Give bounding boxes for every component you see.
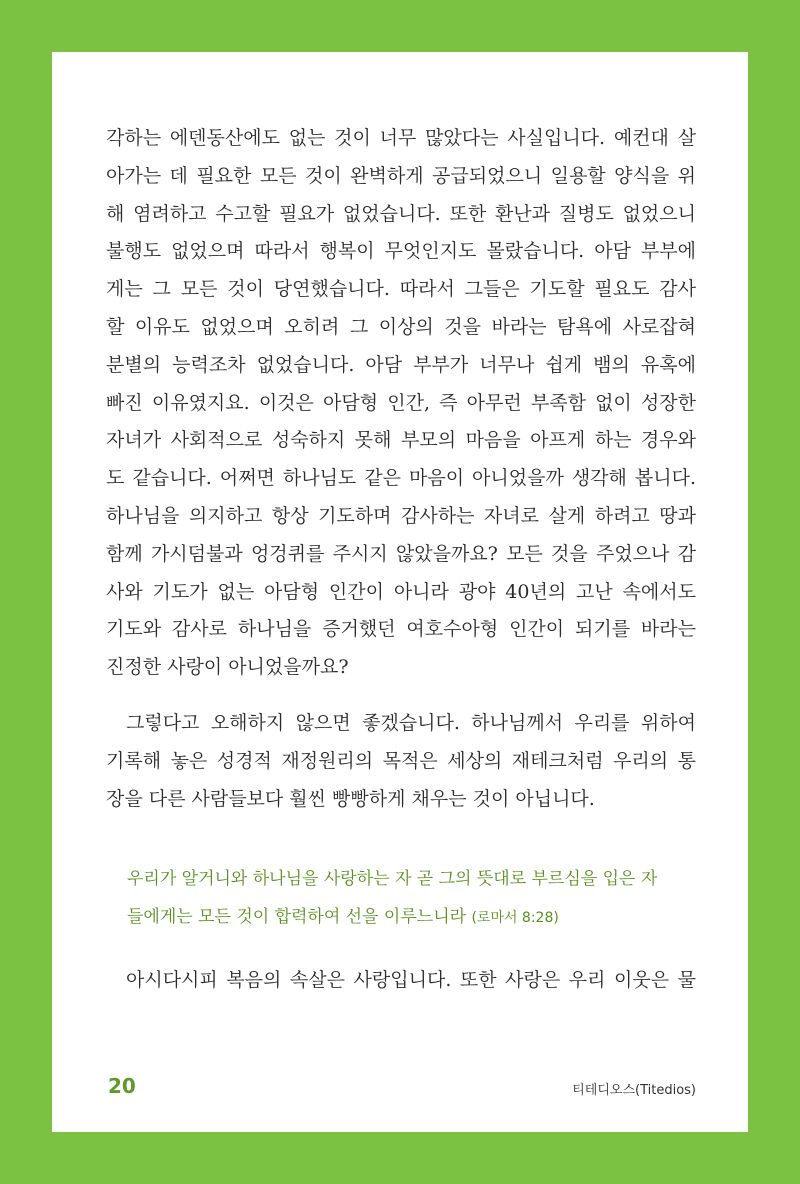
quote-line-text: 들에게는 모든 것이 합력하여 선을 이루느니라 — [127, 907, 467, 927]
paragraph-2 — [106, 705, 696, 818]
text-line: 해 염려하고 수고할 필요가 없었습니다. 또한 환난과 질병도 없었으니 — [106, 202, 696, 225]
text-line: 도 같습니다. 어쩌면 하나님도 같은 마음이 아니었을까 생각해 봅니다. — [106, 467, 696, 490]
text-line: 그렇다고 오해하지 않으면 좋겠습니다. 하나님께서 우리를 위하여 — [126, 712, 696, 734]
text-line: 하나님을 의지하고 항상 기도하며 감사하는 자녀로 살게 하려고 땅과 — [106, 504, 696, 527]
text-line: 불행도 없었으며 따라서 행복이 무엇인지도 몰랐습니다. 아담 부부에 — [106, 240, 696, 263]
paragraph-1 — [106, 120, 696, 687]
text-line: 함께 가시덤불과 엉겅퀴를 주시지 않았을까요? 모든 것을 주었으나 감 — [106, 542, 696, 565]
text-line: 사와 기도가 없는 아담형 인간이 아니라 광야 40년의 고난 속에서도 — [106, 580, 696, 603]
text-line: 분별의 능력조차 없었습니다. 아담 부부가 너무나 쉽게 뱀의 유혹에 — [106, 353, 696, 376]
text-line: 빠진 이유였지요. 이것은 아담형 인간, 즉 아무런 부족함 없이 성장한 — [106, 391, 696, 414]
page-number: 20 — [108, 1074, 136, 1098]
quote-line — [127, 898, 687, 937]
text-line: 할 이유도 없었으며 오히려 그 이상의 것을 바라는 탐욕에 사로잡혀 — [106, 315, 696, 338]
text-line: 기록해 놓은 성경적 재정원리의 목적은 세상의 재테크처럼 우리의 통 — [106, 749, 696, 772]
text-line: 자녀가 사회적으로 성숙하지 못해 부모의 마음을 아프게 하는 경우와 — [106, 429, 696, 452]
paragraph-3 — [106, 962, 696, 1000]
text-line: 진정한 사랑이 아니었을까요? — [106, 656, 349, 679]
running-title: 티테디오스(Titedios) — [572, 1083, 696, 1098]
text-line: 게는 그 모든 것이 당연했습니다. 따라서 그들은 기도할 필요도 감사 — [106, 278, 696, 301]
text-line: 아가는 데 필요한 모든 것이 완벽하게 공급되었으니 일용할 양식을 위 — [106, 164, 696, 187]
book-page — [52, 52, 748, 1132]
text-line: 장을 다른 사람들보다 훨씬 빵빵하게 채우는 것이 아닙니다. — [106, 787, 595, 810]
scripture-reference: (로마서 8:28) — [471, 910, 559, 926]
text-line: 아시다시피 복음의 속살은 사랑입니다. 또한 사랑은 우리 이웃은 물 — [126, 969, 696, 991]
quote-line: 우리가 알거니와 하나님을 사랑하는 자 곧 그의 뜻대로 부르심을 입은 자 — [127, 869, 658, 889]
text-line: 각하는 에덴동산에도 없는 것이 너무 많았다는 사실입니다. 예컨대 살 — [106, 127, 696, 149]
scripture-quote — [127, 860, 687, 937]
text-line: 기도와 감사로 하나님을 증거했던 여호수아형 인간이 되기를 바라는 — [106, 618, 696, 641]
